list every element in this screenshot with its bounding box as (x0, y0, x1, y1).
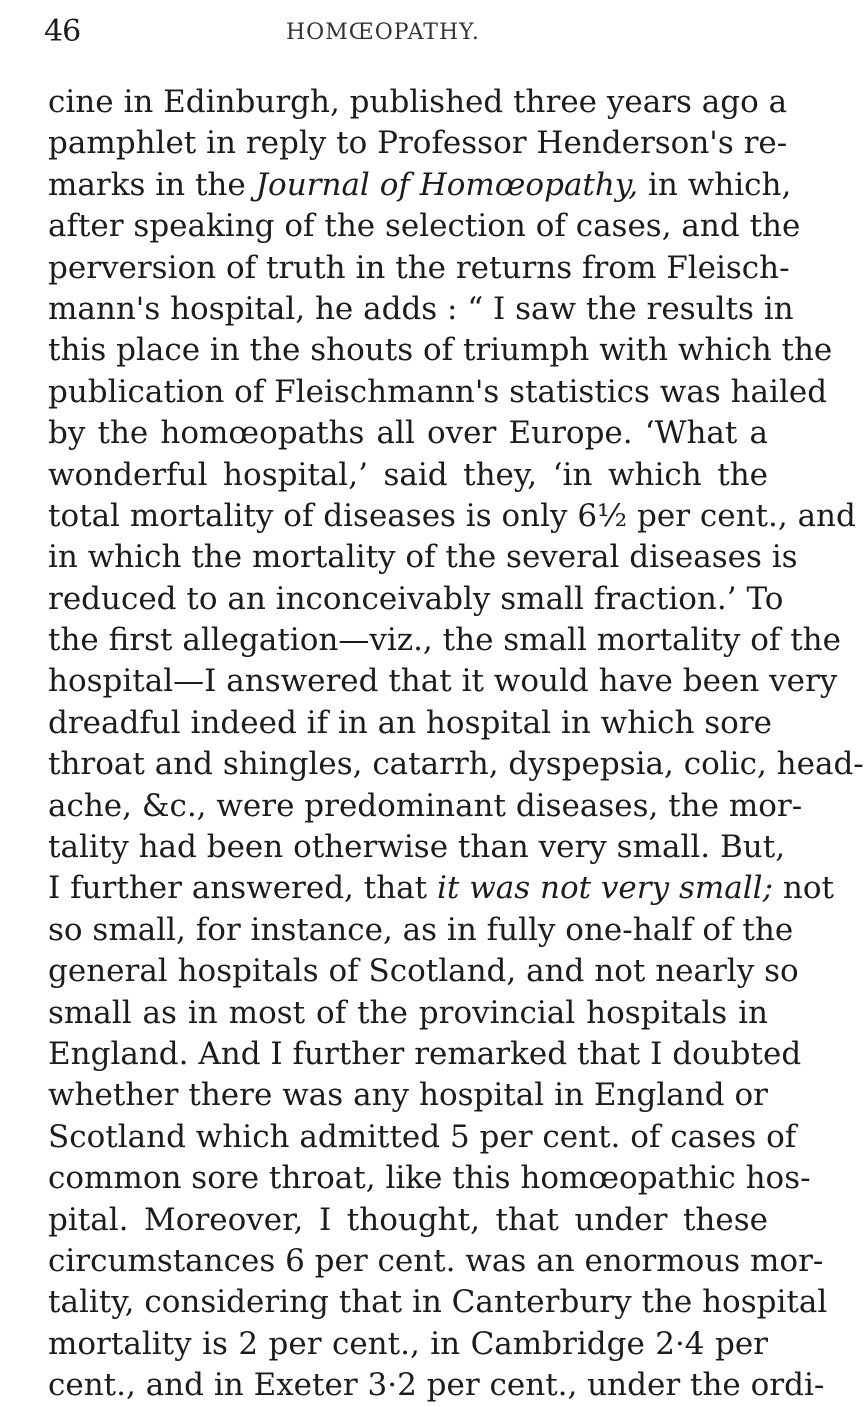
text-line: whether there was any hospital in England or (48, 1077, 768, 1114)
text-line: so small, for instance, as in fully one-half of the (48, 911, 794, 948)
text-line: mortality is 2 per cent., in Cambridge 2·4 per (48, 1325, 768, 1362)
text-line: small as in most of the provincial hospitals in (48, 994, 768, 1031)
text-line: in which the mortality of the several diseases is (48, 539, 798, 576)
text-line: by the homœopaths all over Europe. ‘What a (48, 415, 768, 452)
text-line: common sore throat, like this homœopathic hos- (48, 1160, 811, 1197)
text-line: tality had been otherwise than very small. But, (48, 829, 786, 866)
running-head: HOMŒOPATHY. (286, 20, 480, 45)
text-line: throat and shingles, catarrh, dyspepsia, colic, head- (48, 746, 864, 783)
body-text (48, 82, 864, 1407)
text-line: cent., and in Exeter 3·2 per cent., under the ordi- (48, 1367, 825, 1404)
text-line: the first allegation—viz., the small mortality of the (48, 622, 841, 659)
text-line: perversion of truth in the returns from Fleisch- (48, 249, 790, 286)
text-line: cine in Edinburgh, published three years ago a (48, 84, 788, 120)
text-line: pamphlet in reply to Professor Henderson's re- (48, 125, 788, 162)
text-line: general hospitals of Scotland, and not nearly so (48, 953, 799, 990)
italic-text: it was not very small; (436, 870, 774, 907)
text-line: wonderful hospital,’ said they, ‘in which the (48, 456, 768, 493)
text-line: ache, &c., were predominant diseases, the mor- (48, 787, 803, 824)
text-line: reduced to an inconceivably small fraction.’ To (48, 580, 784, 617)
text-line: Scotland which admitted 5 per cent. of cases of (48, 1118, 797, 1155)
text-line: marks in the Journal of Homœopathy, in which, (48, 166, 792, 203)
italic-text: Journal of Homœopathy, (255, 166, 639, 203)
text-line: tality, considering that in Canterbury the hospital (48, 1284, 828, 1321)
text-line: I further answered, that it was not very small; not (48, 870, 834, 907)
text-line: pital. Moreover, I thought, that under these (48, 1201, 768, 1238)
text-line: circumstances 6 per cent. was an enormous mor- (48, 1242, 824, 1279)
text-line: publication of Fleischmann's statistics was hailed (48, 373, 828, 410)
text-line: dreadful indeed if in an hospital in which sore (48, 704, 773, 741)
text-line: mann's hospital, he adds : “ I saw the results in (48, 290, 794, 327)
text-line: after speaking of the selection of cases, and the (48, 208, 801, 245)
page-header (44, 14, 760, 54)
text-line: England. And I further remarked that I doubted (48, 1035, 802, 1072)
text-line: total mortality of diseases is only 6½ per cent., and (48, 497, 856, 534)
page-number: 46 (44, 14, 81, 49)
text-line: hospital—I answered that it would have been very (48, 663, 838, 700)
text-line: this place in the shouts of triumph with which the (48, 332, 833, 369)
